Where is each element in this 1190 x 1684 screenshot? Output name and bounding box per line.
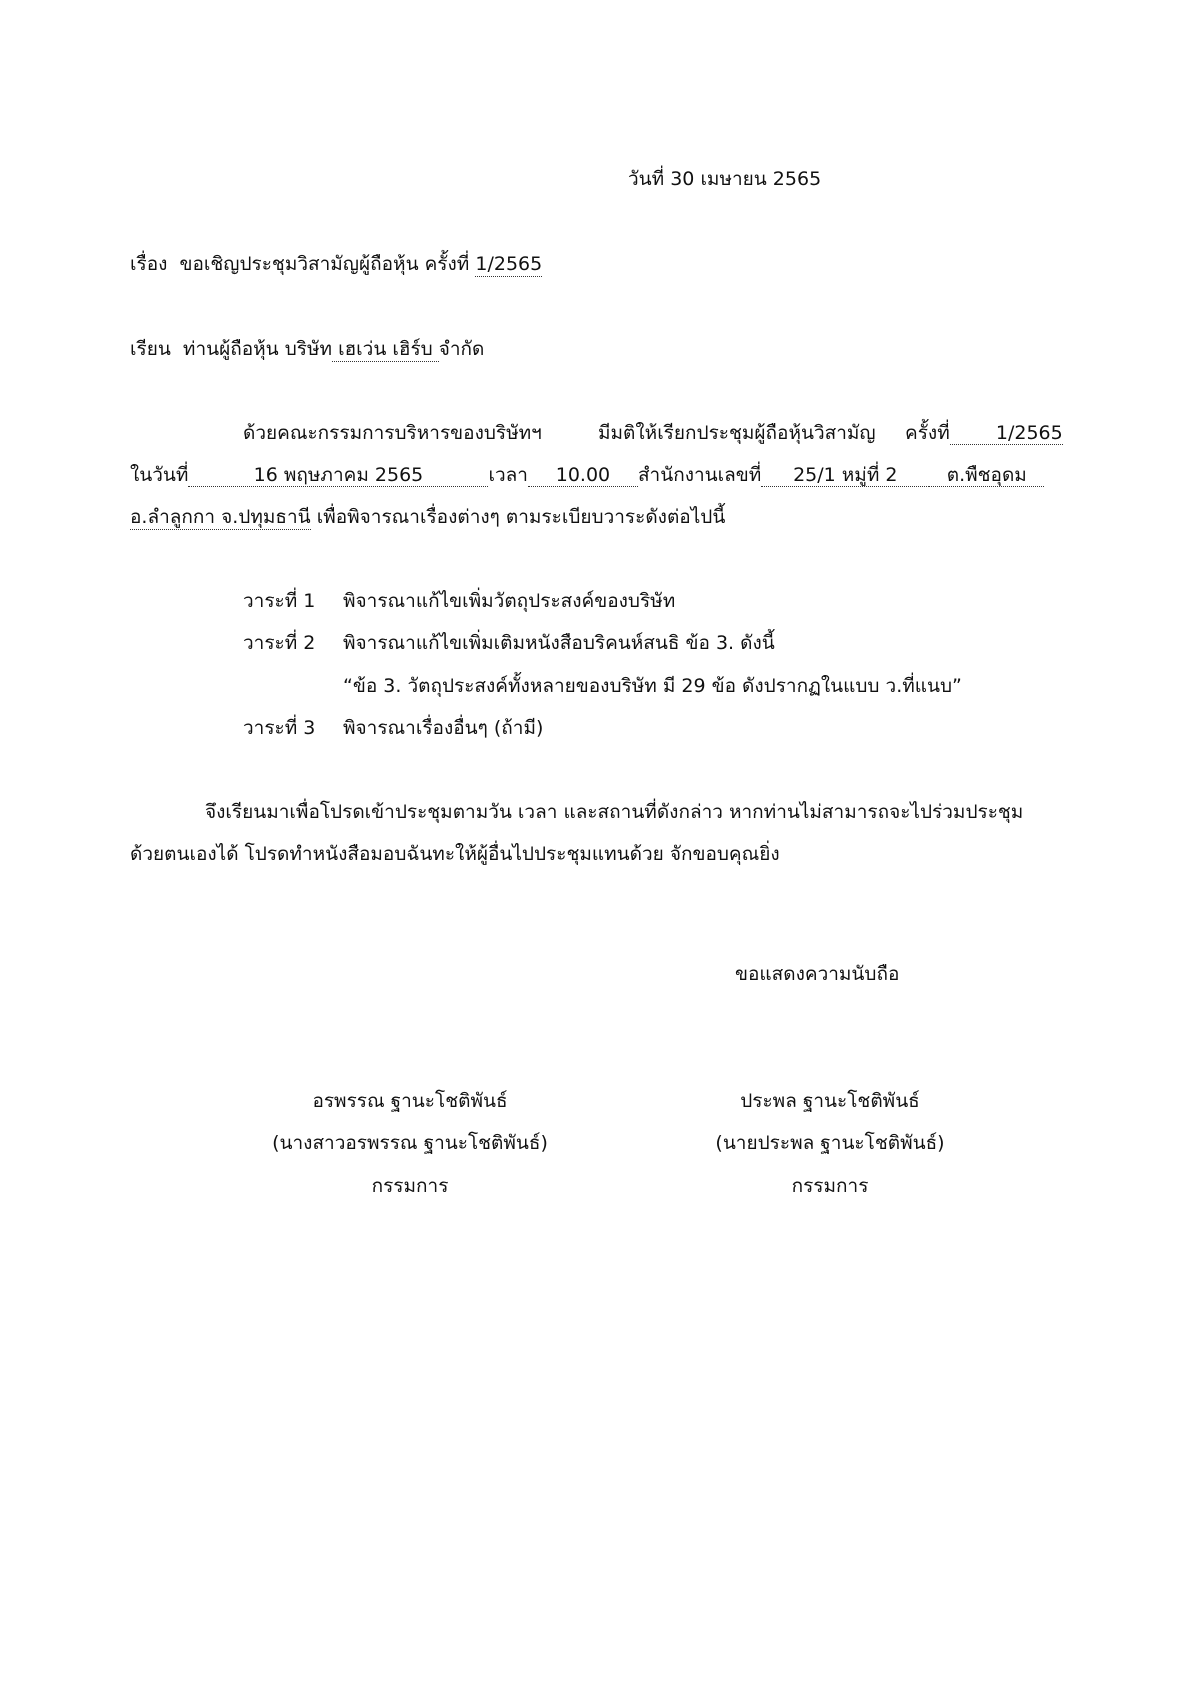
body-district: อ.ลำลูกกา จ.ปทุมธานี — [130, 506, 311, 528]
body-time-value: 10.00 — [528, 466, 638, 487]
recipient-line — [130, 340, 484, 359]
closing-paragraph-line-2: ด้วยตนเองได้ โปรดทำหนังสือมอบฉันทะให้ผู้อื่นไปประชุมแทนด้วย จักขอบคุณยิ่ง — [130, 843, 780, 865]
letter-date: วันที่ 30 เมษายน 2565 — [628, 168, 822, 190]
body-line-1a: ด้วยคณะกรรมการบริหารของบริษัทฯ — [243, 422, 542, 444]
body-purpose-text: เพื่อพิจารณาเรื่องต่างๆ ตามระเบียบวาระดังต่อไปนี้ — [316, 506, 726, 528]
signer-left-signature: อรพรรณ ฐานะโชติพันธ์ — [312, 1090, 508, 1112]
recipient-company-name: เฮเว่น เฮิร์บ — [332, 338, 439, 360]
body-line-1b: มีมติให้เรียกประชุมผู้ถือหุ้นวิสามัญ — [598, 422, 876, 444]
subject-label: เรื่อง — [130, 253, 168, 275]
subject-line — [130, 255, 542, 274]
agenda-item-2-text: พิจารณาแก้ไขเพิ่มเติมหนังสือบริคนห์สนธิ ข้อ 3. ดังนี้ — [343, 632, 775, 654]
body-time-label: เวลา — [488, 464, 528, 486]
agenda-item-1-text: พิจารณาแก้ไขเพิ่มวัตถุประสงค์ของบริษัท — [343, 590, 676, 612]
body-date-value: 16 พฤษภาคม 2565 — [188, 466, 488, 487]
body-meeting-count-value: 1/2565 — [950, 424, 1063, 445]
signer-left-position: กรรมการ — [371, 1175, 449, 1197]
body-meeting-count-label: ครั้งที่ — [905, 422, 950, 444]
body-address-number: 25/1 หมู่ที่ 2 — [761, 466, 929, 487]
agenda-item-2-label: วาระที่ 2 — [243, 632, 316, 654]
recipient-label: เรียน — [130, 338, 171, 360]
subject-text: ขอเชิญประชุมวิสามัญผู้ถือหุ้น ครั้งที่ — [179, 253, 470, 275]
body-subdistrict: ต.พืชอุดม — [929, 466, 1044, 487]
recipient-text: ท่านผู้ถือหุ้น บริษัท — [182, 338, 333, 360]
body-date-label: ในวันที่ — [130, 464, 189, 486]
recipient-company-suffix: จำกัด — [438, 338, 485, 360]
agenda-item-1-label: วาระที่ 1 — [243, 590, 316, 612]
closing-paragraph-line-1: จึงเรียนมาเพื่อโปรดเข้าประชุมตามวัน เวลา และสถานที่ดังกล่าว หากท่านไม่สามารถจะไปร่วมประชุม — [205, 801, 1024, 823]
body-line-1c — [905, 424, 1063, 445]
signer-left-full-name: (นางสาวอรพรรณ ฐานะโชติพันธ์) — [272, 1132, 548, 1154]
signer-right-signature: ประพล ฐานะโชติพันธ์ — [740, 1090, 920, 1112]
agenda-item-2-detail: “ข้อ 3. วัตถุประสงค์ทั้งหลายของบริษัท มี 29 ข้อ ดังปรากฏในแบบ ว.ที่แนบ” — [343, 675, 962, 697]
signer-right-position: กรรมการ — [791, 1175, 869, 1197]
regards-text: ขอแสดงความนับถือ — [735, 963, 900, 985]
body-office-label: สำนักงานเลขที่ — [637, 464, 762, 486]
body-line-2 — [130, 466, 1044, 487]
subject-meeting-number: 1/2565 — [475, 253, 543, 275]
agenda-item-3-text: พิจารณาเรื่องอื่นๆ (ถ้ามี) — [343, 717, 544, 739]
signer-right-full-name: (นายประพล ฐานะโชติพันธ์) — [715, 1132, 945, 1154]
agenda-item-3-label: วาระที่ 3 — [243, 717, 316, 739]
body-line-3 — [130, 508, 725, 527]
